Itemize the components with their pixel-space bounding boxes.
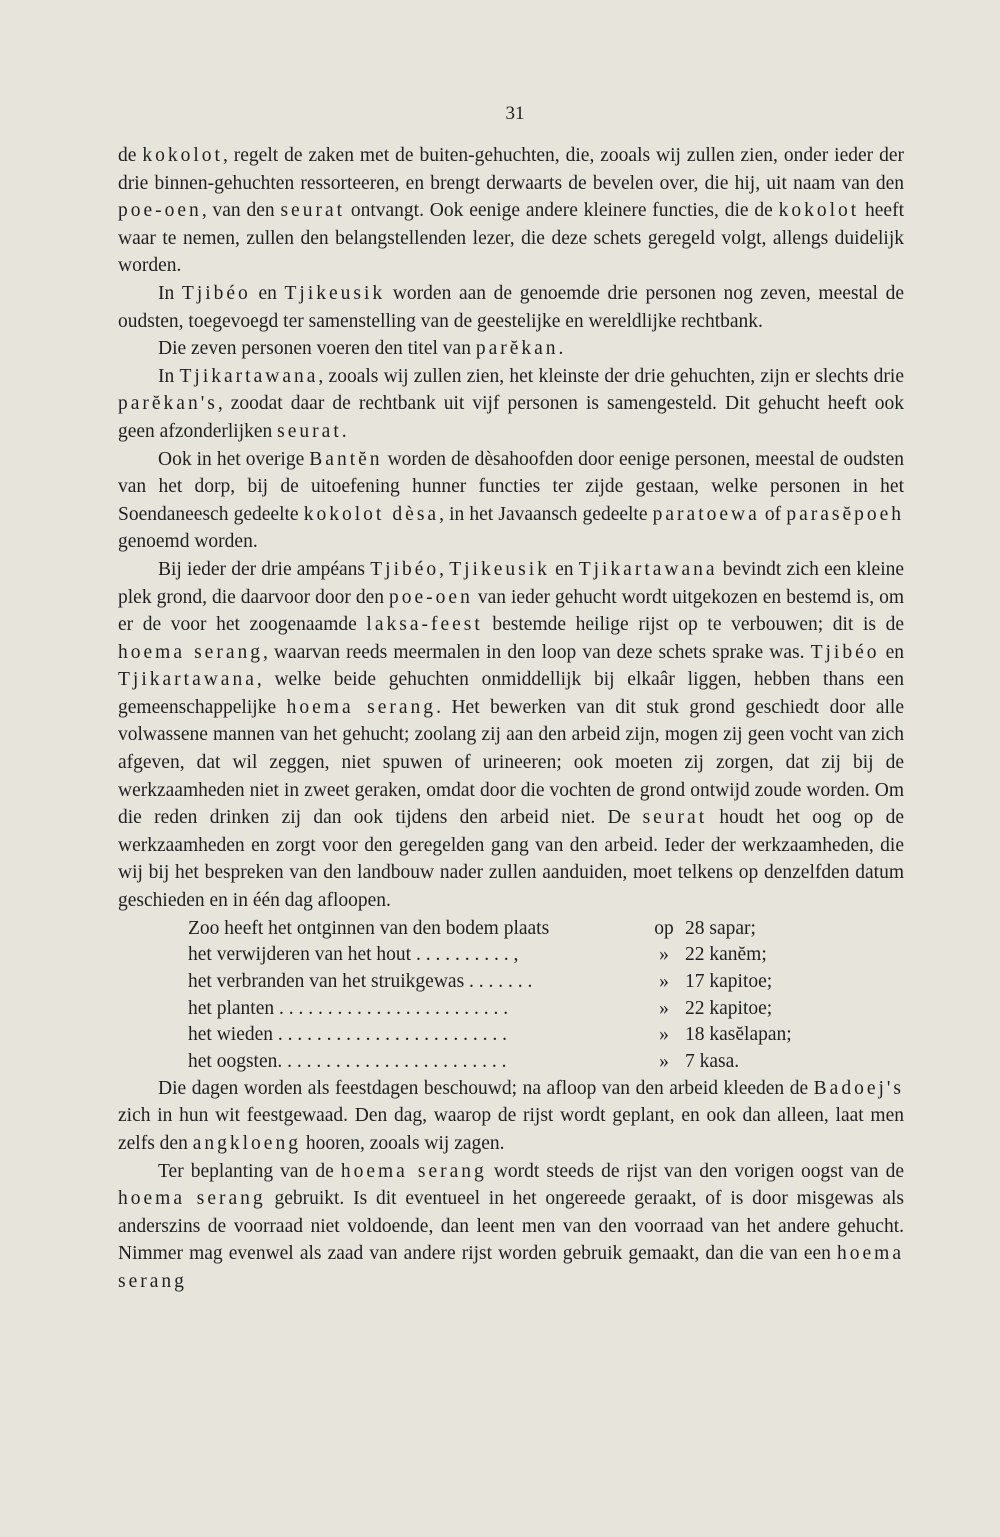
schedule-date: 28 sapar; [685, 917, 756, 939]
spaced-term: seurat [642, 807, 708, 829]
body-text [118, 142, 904, 1296]
schedule-mark: » [659, 1024, 669, 1046]
paragraph [118, 1158, 904, 1296]
text-run: en [250, 282, 285, 304]
spaced-term: Tjikartawana [179, 365, 319, 387]
text-run: gebruikt. Is dit eventueel in het ongereede geraakt, of is door misgewas als anderszins de voorraad niet voldoende, dan leent men van den voorraad van het andere gehucht. Nimmer mag evenwel als zaad van andere rijst worden gebruik gemaakt, dan die van een [118, 1188, 904, 1265]
spaced-term: laksa-feest [366, 614, 483, 636]
paragraph [118, 556, 904, 915]
spaced-term: kokolot dèsa [303, 503, 440, 525]
text-run: In [158, 282, 182, 304]
schedule-date: 22 kapitoe; [685, 997, 773, 1019]
text-run: , zooals wij zullen zien, het kleinste der drie gehuchten, zijn er slechts drie [318, 365, 904, 387]
paragraph [118, 280, 904, 335]
spaced-term: hoema serang [340, 1160, 487, 1182]
text-run: Bij ieder der drie ampéans [158, 558, 371, 580]
text-run: wordt steeds de rijst van den vorigen oogst van de [486, 1160, 904, 1182]
spaced-term: Tjikartawana [118, 669, 257, 691]
schedule-mark: » [659, 1051, 669, 1073]
spaced-term: Tjikartawana [578, 558, 718, 580]
schedule-row [188, 1048, 828, 1075]
schedule-mark: » [659, 997, 669, 1019]
schedule-mark: » [659, 944, 669, 966]
text-run: Die zeven personen voeren den titel van [158, 338, 476, 360]
paragraph [118, 335, 904, 363]
schedule-row [188, 995, 828, 1022]
schedule-date: 17 kapitoe; [685, 971, 773, 992]
paragraph [118, 1075, 904, 1158]
schedule-row [188, 1021, 828, 1048]
schedule-label: het oogsten. . . . . . . . . . . . . . . . . . . . . . . . [188, 1051, 507, 1073]
schedule-label: het planten . . . . . . . . . . . . . . . . . . . . . . . . [188, 997, 509, 1019]
page-number: 31 [505, 103, 525, 124]
schedule-mark: op [654, 917, 674, 939]
schedule-date: 18 kasĕlapan; [685, 1024, 792, 1046]
schedule-label: Zoo heeft het ontginnen van den bodem plaats [188, 917, 550, 939]
schedule-label: het wieden . . . . . . . . . . . . . . . . . . . . . . . . [188, 1024, 508, 1046]
text-run: de [118, 145, 143, 166]
paragraph [118, 446, 904, 556]
text-run: , [439, 558, 450, 580]
text-run: worden aan de genoemde drie personen nog zeven, meestal de oudsten, toegevoegd ter samenstelling van de geestelijke en wereldlijke rechtbank. [118, 282, 905, 332]
spaced-term: Badoej's [813, 1077, 904, 1099]
text-run: , welke beide gehuchten onmiddellijk bij elkaâr liggen, hebben thans een gemeenschappelijke [118, 669, 904, 718]
spaced-term: Tjibéo [181, 282, 251, 304]
text-run: hooren, zooals wij zagen. [300, 1132, 505, 1154]
text-run: bestemde heilige rijst op te verbouwen; dit is de [482, 614, 904, 636]
text-run: Ter beplanting van de [158, 1160, 341, 1182]
spaced-term: Tjibéo [810, 641, 880, 663]
schedule-row [188, 968, 828, 995]
spaced-term: paratoewa [652, 503, 760, 525]
spaced-term: angkloeng [192, 1132, 301, 1154]
text-run: worden de dèsahoofden door eenige personen, meestal de oudsten van het dorp, bij de uitoefening hunner functies ter zijde gestaan, welke personen in het Soendaneesch gedeelte [118, 448, 904, 525]
text-run: of [759, 503, 787, 525]
spaced-term: poe-oen [389, 586, 473, 608]
text-run: In [158, 365, 180, 387]
spaced-term: parĕkan [475, 338, 559, 360]
spaced-term: kokolot [142, 145, 223, 166]
schedule-row [188, 941, 828, 968]
text-run: en [549, 558, 579, 580]
spaced-term: parasĕpoeh [786, 503, 905, 525]
text-run: , in het Javaansch gedeelte [439, 503, 653, 525]
schedule-list [188, 915, 828, 1075]
schedule-label: het verwijderen van het hout . . . . . . . . . . , [188, 944, 519, 966]
spaced-term: parĕkan's [118, 393, 218, 415]
text-run: genoemd worden. [118, 531, 258, 553]
text-run: heeft waar te nemen, zullen den belangstellenden lezer, die deze schets geregeld volgt, allengs duidelijk worden. [118, 200, 904, 277]
paragraphs-after-schedule [118, 1075, 904, 1296]
schedule-label: het verbranden van het struikgewas . . . . . . . [188, 971, 533, 992]
text-run: , regelt de zaken met de buiten-gehuchten, die, zooals wij zullen zien, onder ieder der drie binnen-gehuchten ressorteeren, en brengt derwaarts de bevelen over, die hij, uit naam van den [118, 145, 904, 194]
text-run: ontvangt. Ook eenige andere kleinere functies, die de [345, 200, 779, 222]
spaced-term: hoema serang [118, 1243, 904, 1292]
schedule-row [188, 915, 828, 942]
spaced-term: seurat [280, 200, 346, 222]
spaced-term: Tjikeusik [449, 558, 550, 580]
text-run: . [558, 338, 564, 360]
text-run: houdt het oog op de werkzaamheden en zorgt voor den geregelden gang van den arbeid. Ieder der werkzaamheden, die wij bij het bespreken van den landbouw nader zullen aanduiden, moet telkens op denzelfden datum geschieden en in één dag afloopen. [118, 807, 904, 912]
text-run: . Het bewerken van dit stuk grond geschiedt door alle volwassene mannen van het gehucht; zoolang zij aan den arbeid zijn, mogen zij geen vocht van zich afgeven, dat wil zeggen, niet spuwen of urineeren; ook moeten zij zorgen, dat zij bij de werkzaamheden niet in zweet geraken, omdat door die vochten de grond ontwijd zoude worden. Om die reden drinken zij dan ook tijdens den arbeid niet. De [118, 696, 904, 829]
spaced-term: Tjikeusik [284, 282, 386, 304]
schedule-date: 22 kanĕm; [685, 944, 767, 966]
paragraph [118, 363, 904, 446]
spaced-term: poe-oen [118, 200, 202, 222]
spaced-term: hoema serang [118, 1188, 266, 1210]
text-run: van ieder gehucht wordt uitgekozen en bestemd is, om er de voor het zoogenaamde [118, 586, 904, 636]
text-run: en [879, 641, 904, 663]
spaced-term: Bantĕn [309, 448, 383, 470]
text-run: zich in hun wit feestgewaad. Den dag, waarop de rijst wordt geplant, en ook dan alleen, laat men zelfs den [118, 1105, 904, 1154]
schedule-mark: » [659, 971, 669, 992]
text-run: , waarvan reeds meermalen in den loop van deze schets sprake was. [262, 641, 811, 663]
schedule-date: 7 kasa. [685, 1051, 740, 1073]
text-run: , zoodat daar de rechtbank uit vijf personen is samengesteld. Dit gehucht heeft ook geen afzonderlijken [118, 393, 904, 442]
text-run: Ook in het overige [158, 448, 310, 470]
spaced-term: seurat [277, 420, 342, 442]
spaced-term: kokolot [778, 200, 860, 222]
spaced-term: Tjibéo [370, 558, 440, 580]
text-run: bevindt zich een kleine plek grond, die daarvoor door den [118, 558, 905, 608]
text-run: Die dagen worden als feestdagen beschouwd; na afloop van den arbeid kleeden de [158, 1077, 814, 1099]
spaced-term: hoema serang [118, 641, 263, 663]
text-run: , van den [201, 200, 281, 222]
text-run: . [341, 420, 347, 442]
paragraphs-before-schedule [118, 142, 904, 915]
paragraph [118, 142, 904, 280]
spaced-term: hoema serang [286, 696, 437, 718]
